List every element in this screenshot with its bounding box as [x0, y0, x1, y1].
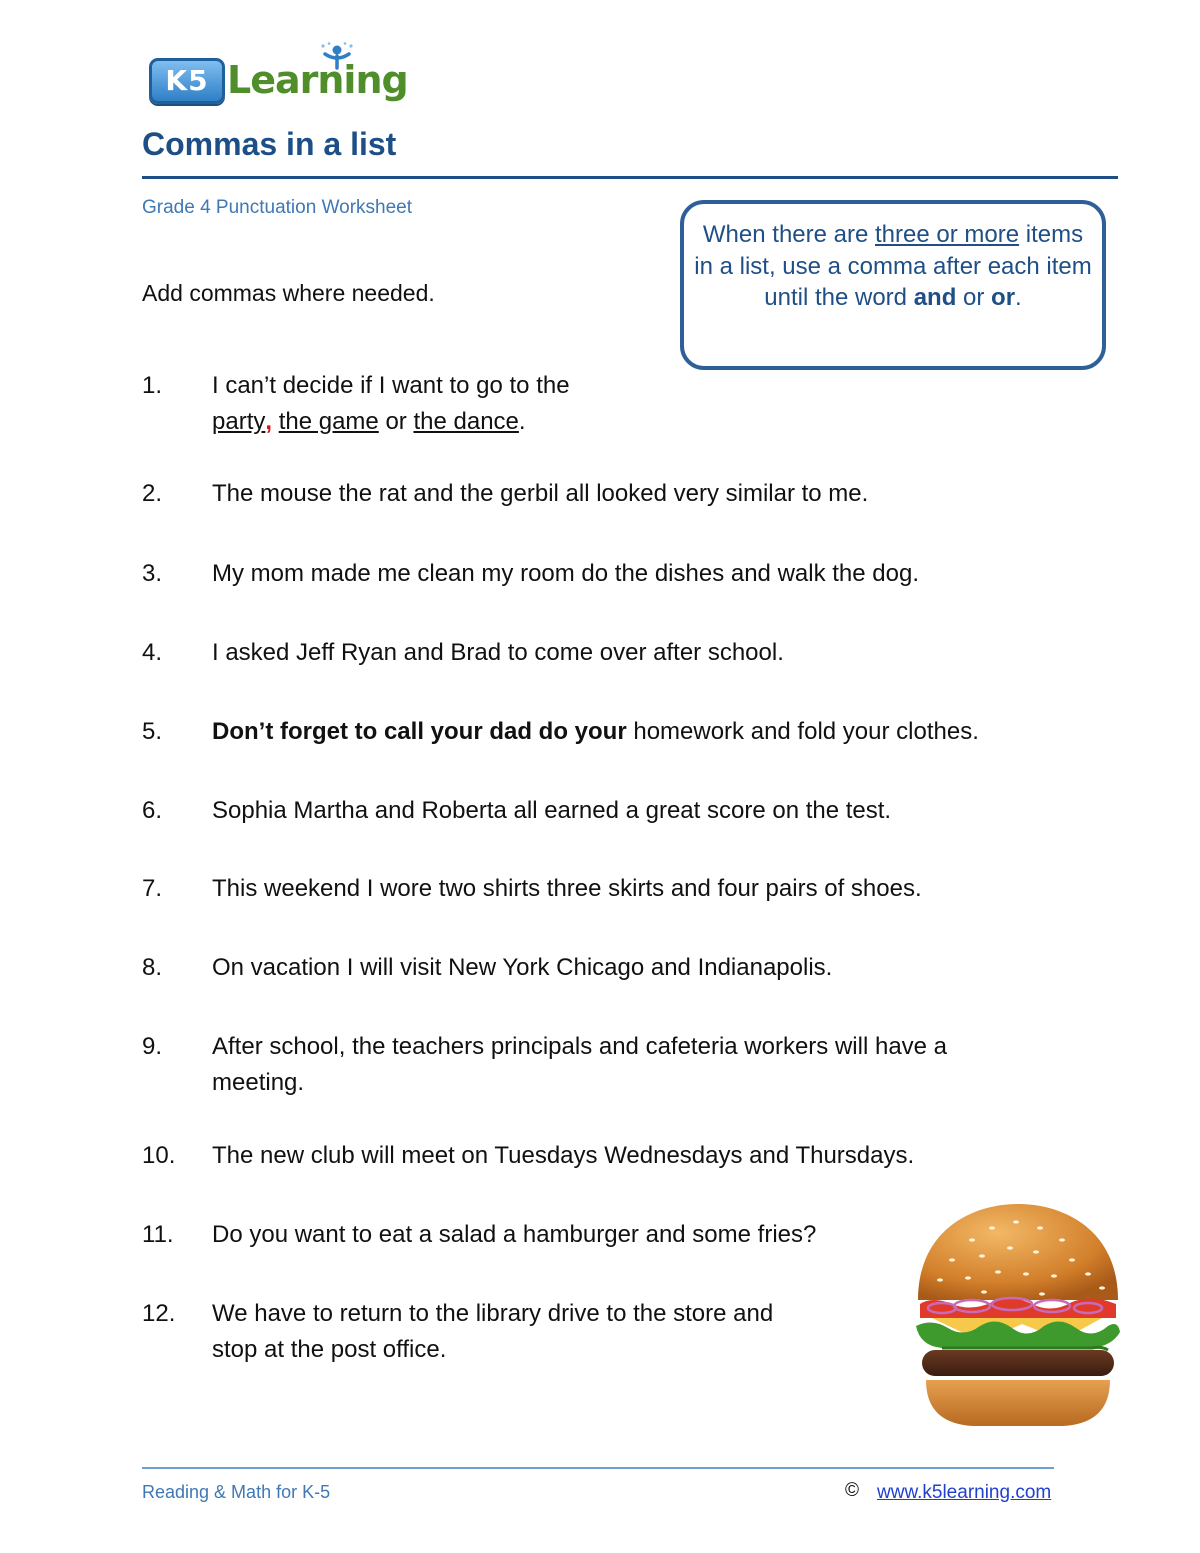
k5-learning-logo — [143, 40, 408, 110]
question-text: I can’t decide if I want to go to the — [212, 372, 570, 399]
website-link[interactable]: www.k5learning.com — [877, 1482, 1052, 1503]
question-number: 11. — [142, 1221, 174, 1248]
question-number: 5. — [142, 718, 163, 745]
worksheet-subtitle: Grade 4 Punctuation Worksheet — [142, 197, 413, 218]
copyright-symbol: © — [845, 1480, 859, 1501]
question-text: Don’t forget to call your dad do your homework and fold your clothes. — [212, 718, 979, 745]
question-number: 3. — [142, 560, 163, 587]
instructions: Add commas where needed. — [142, 280, 435, 306]
logo-figure-icon — [319, 42, 355, 76]
question-text: After school, the teachers principals and cafeteria workers will have a — [212, 1033, 948, 1060]
question-number: 7. — [142, 875, 163, 902]
question-number: 4. — [142, 639, 163, 666]
logo-wordmark: Learning — [227, 58, 408, 102]
question-text: My mom made me clean my room do the dishes and walk the dog. — [212, 560, 919, 587]
question-text: On vacation I will visit New York Chicago and Indianapolis. — [212, 954, 833, 981]
question-number: 8. — [142, 954, 163, 981]
page-title: Commas in a list — [142, 126, 397, 162]
question-text: The mouse the rat and the gerbil all looked very similar to me. — [212, 480, 869, 507]
question-text: I asked Jeff Ryan and Brad to come over after school. — [212, 639, 784, 666]
title-divider — [142, 176, 1118, 179]
question-text-line2: meeting. — [212, 1069, 305, 1096]
question-text: Sophia Martha and Roberta all earned a great score on the test. — [212, 797, 892, 824]
hamburger-illustration-icon — [912, 1200, 1124, 1432]
question-number: 6. — [142, 797, 163, 824]
added-comma: , — [265, 408, 273, 435]
question-number: 12. — [142, 1300, 176, 1327]
question-text-line2: party, the game or the dance. — [212, 408, 526, 435]
question-text: We have to return to the library drive to the store and — [212, 1300, 774, 1327]
logo-badge: K5 — [149, 58, 225, 104]
footer-tagline: Reading & Math for K-5 — [142, 1482, 331, 1502]
question-text: This weekend I wore two shirts three skirts and four pairs of shoes. — [212, 875, 922, 902]
question-number: 9. — [142, 1033, 163, 1060]
rule-callout-text: When there are three or more items in a list, use a comma after each item until the word and or or. — [694, 221, 1092, 311]
question-number: 10. — [142, 1142, 176, 1169]
rule-emphasis: three or more — [875, 221, 1020, 248]
footer-divider — [142, 1467, 1054, 1469]
question-text: The new club will meet on Tuesdays Wednesdays and Thursdays. — [212, 1142, 915, 1169]
question-text-line2: stop at the post office. — [212, 1336, 447, 1363]
rule-callout-box — [680, 200, 1106, 370]
question-text: Do you want to eat a salad a hamburger and some fries? — [212, 1221, 817, 1248]
question-number: 2. — [142, 480, 163, 507]
question-number: 1. — [142, 372, 163, 399]
